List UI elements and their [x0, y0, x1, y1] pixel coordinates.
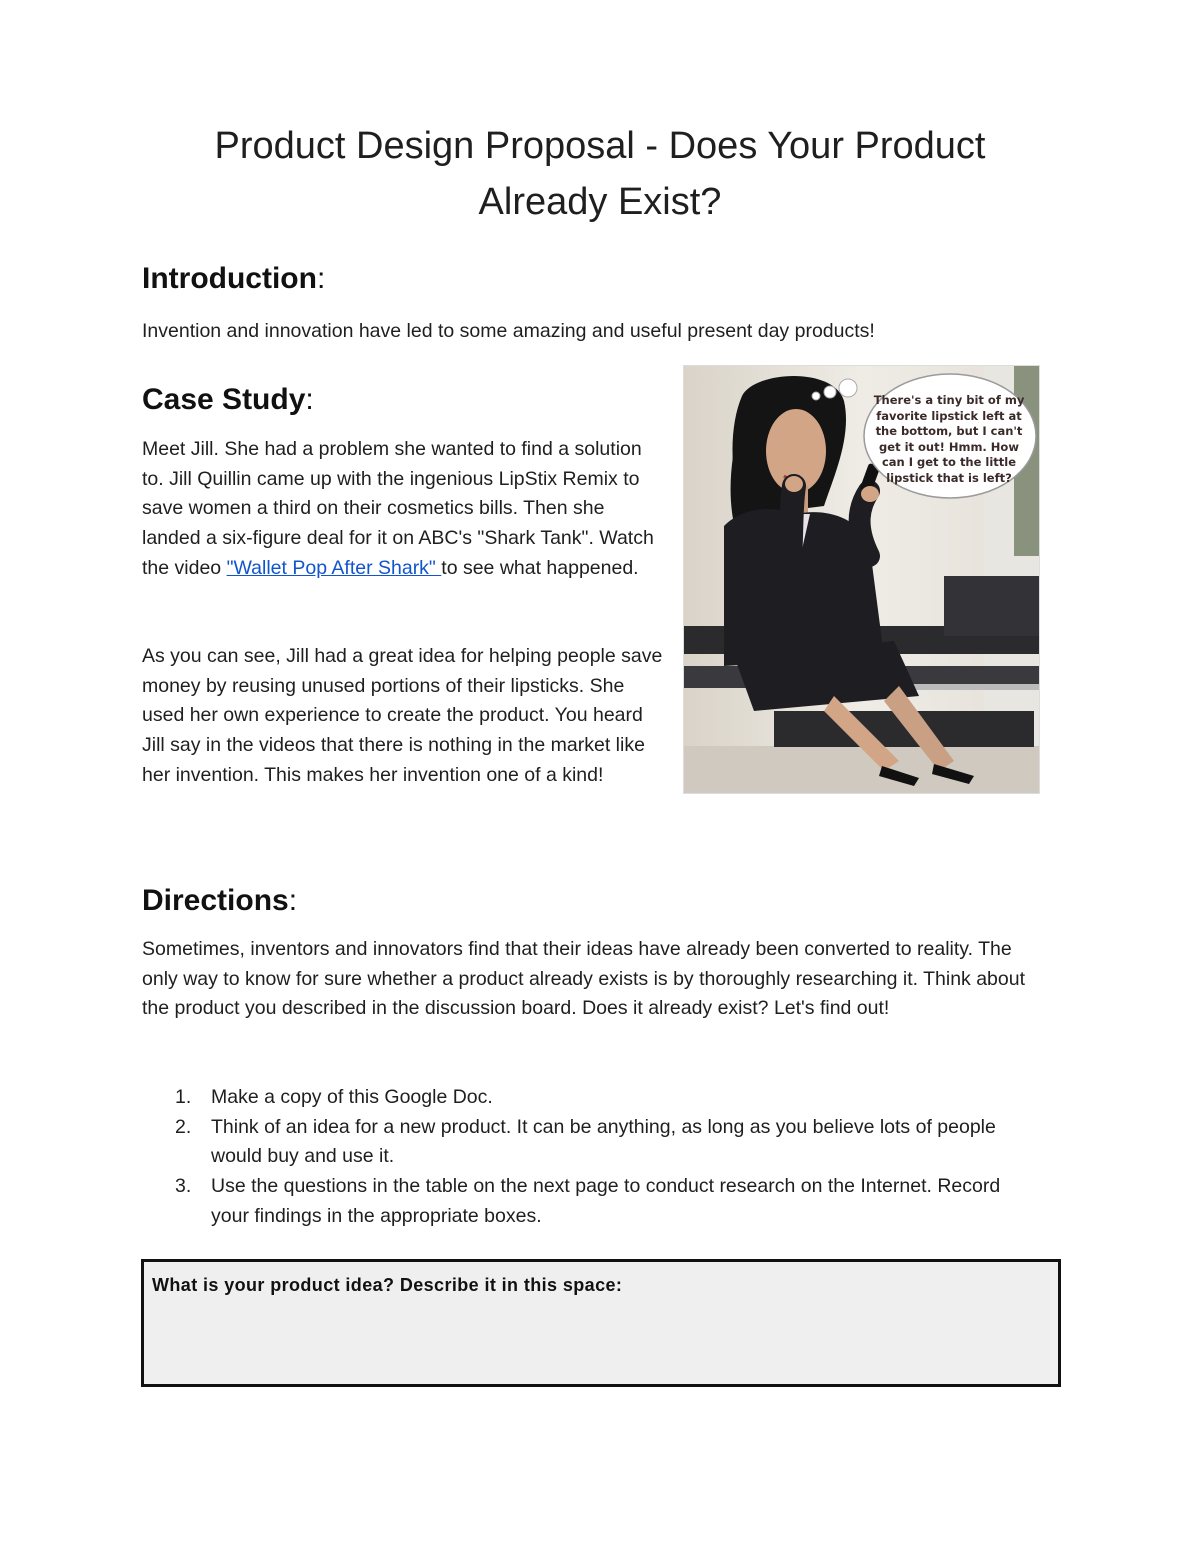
wallet-pop-video-link[interactable]: "Wallet Pop After Shark" — [226, 556, 442, 579]
product-idea-label: What is your product idea? Describe it in this space: — [152, 1275, 623, 1295]
speech-bubble-text: There's a tiny bit of my favorite lipstick left at the bottom, but I can't get it out! Hmm. How can I get to the little lipstick that is left? — [873, 393, 1025, 485]
step-text: Use the questions in the table on the next page to conduct research on the Internet. Record your findings in the appropriate boxes. — [211, 1175, 1001, 1227]
document-title — [0, 118, 1200, 230]
case-study-heading-text: Case Study — [142, 383, 306, 416]
step-number: 3. — [175, 1175, 192, 1198]
case-study-paragraph-1 — [142, 435, 667, 584]
list-item — [142, 1113, 1042, 1172]
directions-heading — [142, 884, 297, 918]
directions-steps-list — [142, 1083, 1042, 1232]
case-study-heading — [142, 383, 314, 417]
list-item — [142, 1172, 1042, 1231]
case-study-paragraph-2: As you can see, Jill had a great idea for helping people save money by reusing unused portions of their lipsticks. She used her own experience to create the product. You heard Jill say in the videos that there is nothing in the market like her invention. This makes her invention one of a kind! — [142, 645, 663, 786]
title-line-1: Product Design Proposal - Does Your Product — [214, 125, 986, 167]
directions-heading-colon: : — [288, 884, 298, 917]
introduction-text: Invention and innovation have led to some amazing and useful present day products! — [142, 320, 875, 342]
introduction-heading — [142, 262, 325, 296]
case-study-p1-text: Meet Jill. She had a problem she wanted to find a solution to. Jill Quillin came up with the ingenious LipStix Remix to save women a third on their cosmetics bills. Then she landed a six-figure deal for it on ABC's "Shark Tank". Watch the video — [142, 438, 654, 579]
introduction-heading-text: Introduction — [142, 262, 317, 295]
step-number: 2. — [175, 1115, 192, 1138]
case-study-heading-colon: : — [305, 383, 314, 416]
step-text: Make a copy of this Google Doc. — [211, 1086, 493, 1108]
step-text: Think of an idea for a new product. It can be anything, as long as you believe lots of people would buy and use it. — [211, 1115, 996, 1168]
list-item — [142, 1083, 1042, 1113]
introduction-heading-colon: : — [316, 262, 326, 295]
step-number: 1. — [175, 1086, 192, 1108]
case-study-p1-tail: to see what happened. — [441, 556, 639, 579]
product-idea-box[interactable] — [141, 1259, 1061, 1387]
directions-text: Sometimes, inventors and innovators find that their ideas have already been converted to reality. The only way to know for sure whether a product already exists is by thoroughly researching it. Think about the product you described in the discussion board. Does it already exist? Let's find out! — [142, 938, 1026, 1020]
title-line-2: Already Exist? — [478, 181, 722, 223]
directions-heading-text: Directions — [142, 884, 289, 917]
